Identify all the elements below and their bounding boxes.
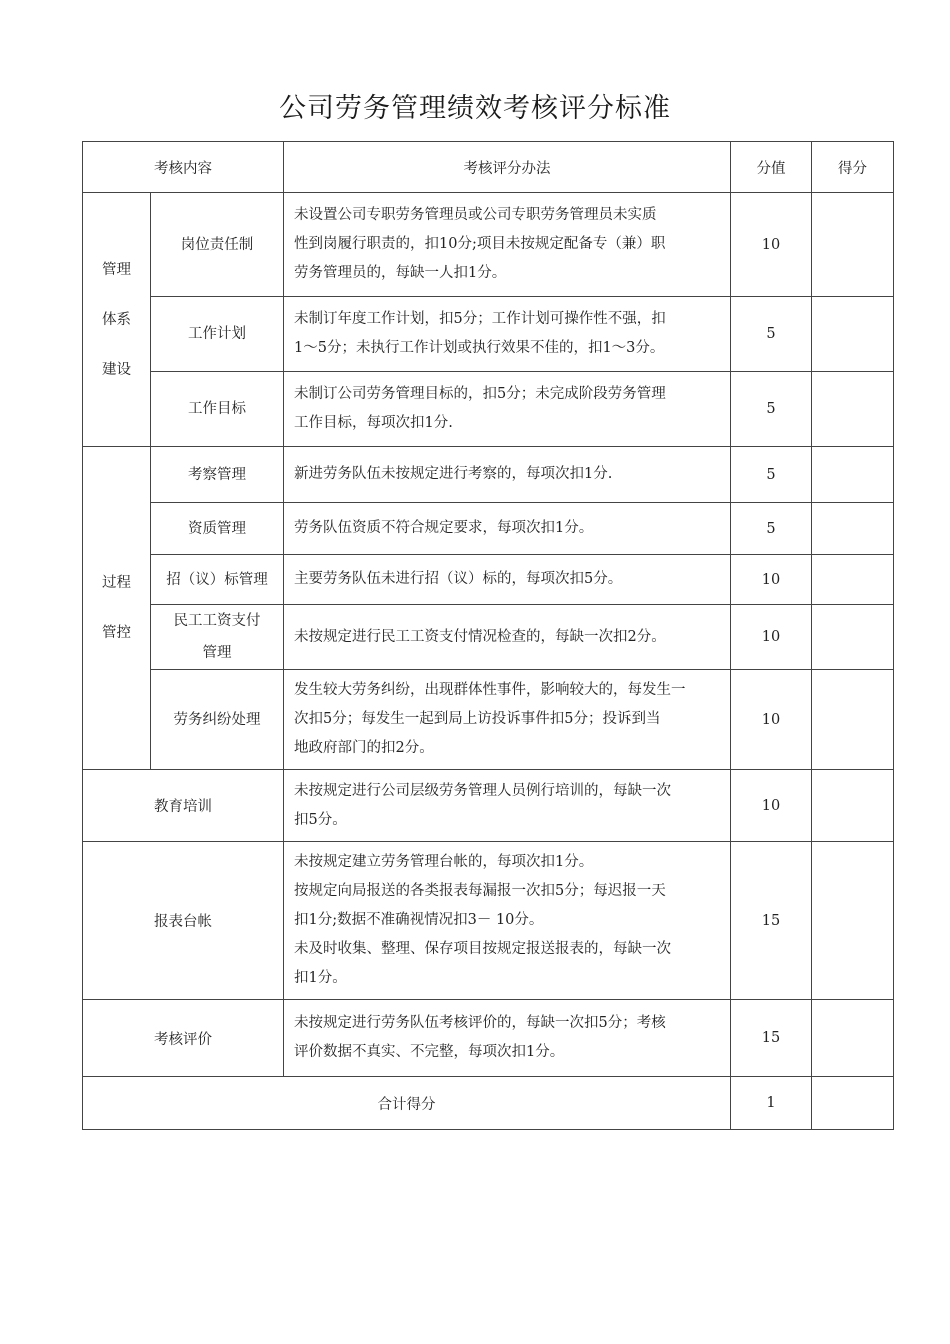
score-value: 5 bbox=[731, 447, 812, 503]
obtained-score-cell[interactable] bbox=[812, 770, 894, 842]
header-score: 分值 bbox=[731, 142, 812, 193]
method-line: 评价数据不真实、不完整，每项次扣1分。 bbox=[294, 1044, 565, 1060]
item-label: 招（议）标管理 bbox=[151, 555, 284, 605]
method-line: 1〜5分；未执行工作计划或执行效果不佳的，扣1〜3分。 bbox=[294, 340, 665, 356]
table-row bbox=[83, 555, 894, 605]
total-obtained-cell[interactable] bbox=[812, 1077, 894, 1130]
method-text bbox=[284, 770, 731, 842]
category-process bbox=[83, 447, 151, 770]
method-line: 地政府部门的扣2分。 bbox=[294, 740, 434, 756]
item-label bbox=[151, 605, 284, 670]
table-row bbox=[83, 842, 894, 1000]
method-line: 次扣5分；每发生一起到局上访投诉事件扣5分；投诉到当 bbox=[294, 711, 661, 727]
method-text bbox=[284, 1000, 731, 1077]
item-label: 考察管理 bbox=[151, 447, 284, 503]
category-management bbox=[83, 193, 151, 447]
method-text bbox=[284, 555, 731, 605]
item-label: 考核评价 bbox=[83, 1000, 284, 1077]
obtained-score-cell[interactable] bbox=[812, 1000, 894, 1077]
table-header-row bbox=[83, 142, 894, 193]
category-label-line: 体系 bbox=[102, 311, 131, 328]
header-obtained: 得分 bbox=[812, 142, 894, 193]
method-line: 未按规定进行民工工资支付情况检查的，每缺一次扣2分。 bbox=[294, 628, 666, 645]
obtained-score-cell[interactable] bbox=[812, 193, 894, 297]
score-value: 15 bbox=[731, 842, 812, 1000]
table-row bbox=[83, 447, 894, 503]
header-content: 考核内容 bbox=[83, 142, 284, 193]
obtained-score-cell[interactable] bbox=[812, 555, 894, 605]
document-title: 公司劳务管理绩效考核评分标准 bbox=[279, 93, 671, 124]
score-value: 10 bbox=[731, 670, 812, 770]
total-score-value: 1 bbox=[731, 1077, 812, 1130]
category-label-line: 管控 bbox=[102, 625, 131, 641]
method-line: 性到岗履行职责的，扣10分;项目未按规定配备专（兼）职 bbox=[294, 236, 666, 252]
table-row bbox=[83, 605, 894, 670]
header-method: 考核评分办法 bbox=[284, 142, 731, 193]
table-row bbox=[83, 1000, 894, 1077]
table-row bbox=[83, 372, 894, 447]
score-value: 10 bbox=[731, 770, 812, 842]
method-text bbox=[284, 372, 731, 447]
method-line: 未按规定进行劳务队伍考核评价的，每缺一次扣5分；考核 bbox=[294, 1015, 666, 1031]
method-line: 未按规定进行公司层级劳务管理人员例行培训的，每缺一次 bbox=[294, 782, 671, 799]
method-text bbox=[284, 605, 731, 670]
table-row bbox=[83, 670, 894, 770]
item-label: 报表台帐 bbox=[83, 842, 284, 1000]
score-value: 5 bbox=[731, 372, 812, 447]
total-row bbox=[83, 1077, 894, 1130]
method-line: 未制订年度工作计划，扣5分；工作计划可操作性不强，扣 bbox=[294, 311, 666, 327]
method-line: 劳务队伍资质不符合规定要求，每项次扣1分。 bbox=[294, 520, 594, 536]
table-row bbox=[83, 503, 894, 555]
item-label-line: 管理 bbox=[202, 645, 232, 661]
obtained-score-cell[interactable] bbox=[812, 372, 894, 447]
table-row bbox=[83, 297, 894, 372]
obtained-score-cell[interactable] bbox=[812, 670, 894, 770]
method-text bbox=[284, 503, 731, 555]
item-label: 劳务纠纷处理 bbox=[151, 670, 284, 770]
method-line: 扣5分。 bbox=[294, 811, 347, 828]
item-label-line: 民工工资支付 bbox=[173, 613, 261, 629]
method-text bbox=[284, 670, 731, 770]
score-value: 5 bbox=[731, 503, 812, 555]
score-value: 10 bbox=[731, 555, 812, 605]
item-label: 教育培训 bbox=[83, 770, 284, 842]
table-row bbox=[83, 770, 894, 842]
total-label: 合计得分 bbox=[83, 1077, 731, 1130]
method-line: 扣1分。 bbox=[294, 970, 347, 986]
obtained-score-cell[interactable] bbox=[812, 605, 894, 670]
method-line: 未及时收集、整理、保存项目按规定报送报表的，每缺一次 bbox=[294, 941, 671, 957]
method-line: 未按规定建立劳务管理台帐的，每项次扣1分。 bbox=[294, 854, 594, 870]
table-row bbox=[83, 193, 894, 297]
method-line: 未设置公司专职劳务管理员或公司专职劳务管理员未实质 bbox=[294, 207, 657, 223]
method-text bbox=[284, 297, 731, 372]
category-label-line: 建设 bbox=[102, 361, 131, 378]
method-line: 发生较大劳务纠纷，出现群体性事件，影响较大的，每发生一 bbox=[294, 682, 686, 698]
item-label: 工作目标 bbox=[151, 372, 284, 447]
score-value: 5 bbox=[731, 297, 812, 372]
method-line: 按规定向局报送的各类报表每漏报一次扣5分；每迟报一天 bbox=[294, 883, 666, 899]
method-line: 主要劳务队伍未进行招（议）标的，每项次扣5分。 bbox=[294, 571, 623, 587]
item-label: 岗位责任制 bbox=[151, 193, 284, 297]
method-text bbox=[284, 447, 731, 503]
obtained-score-cell[interactable] bbox=[812, 297, 894, 372]
obtained-score-cell[interactable] bbox=[812, 503, 894, 555]
category-label-line: 过程 bbox=[102, 575, 131, 591]
method-line: 扣1分;数据不准确视情况扣3－ 10分。 bbox=[294, 912, 544, 928]
method-line: 新进劳务队伍未按规定进行考察的，每项次扣1分. bbox=[294, 466, 613, 482]
obtained-score-cell[interactable] bbox=[812, 842, 894, 1000]
method-line: 未制订公司劳务管理目标的，扣5分；未完成阶段劳务管理 bbox=[294, 386, 666, 402]
score-value: 10 bbox=[731, 605, 812, 670]
item-label: 工作计划 bbox=[151, 297, 284, 372]
score-table bbox=[82, 141, 894, 1130]
score-value: 15 bbox=[731, 1000, 812, 1077]
item-label: 资质管理 bbox=[151, 503, 284, 555]
score-value: 10 bbox=[731, 193, 812, 297]
method-line: 劳务管理员的，每缺一人扣1分。 bbox=[294, 265, 507, 281]
method-text bbox=[284, 193, 731, 297]
method-line: 工作目标，每项次扣1分. bbox=[294, 415, 453, 431]
category-label-line: 管理 bbox=[102, 261, 131, 278]
method-text bbox=[284, 842, 731, 1000]
obtained-score-cell[interactable] bbox=[812, 447, 894, 503]
